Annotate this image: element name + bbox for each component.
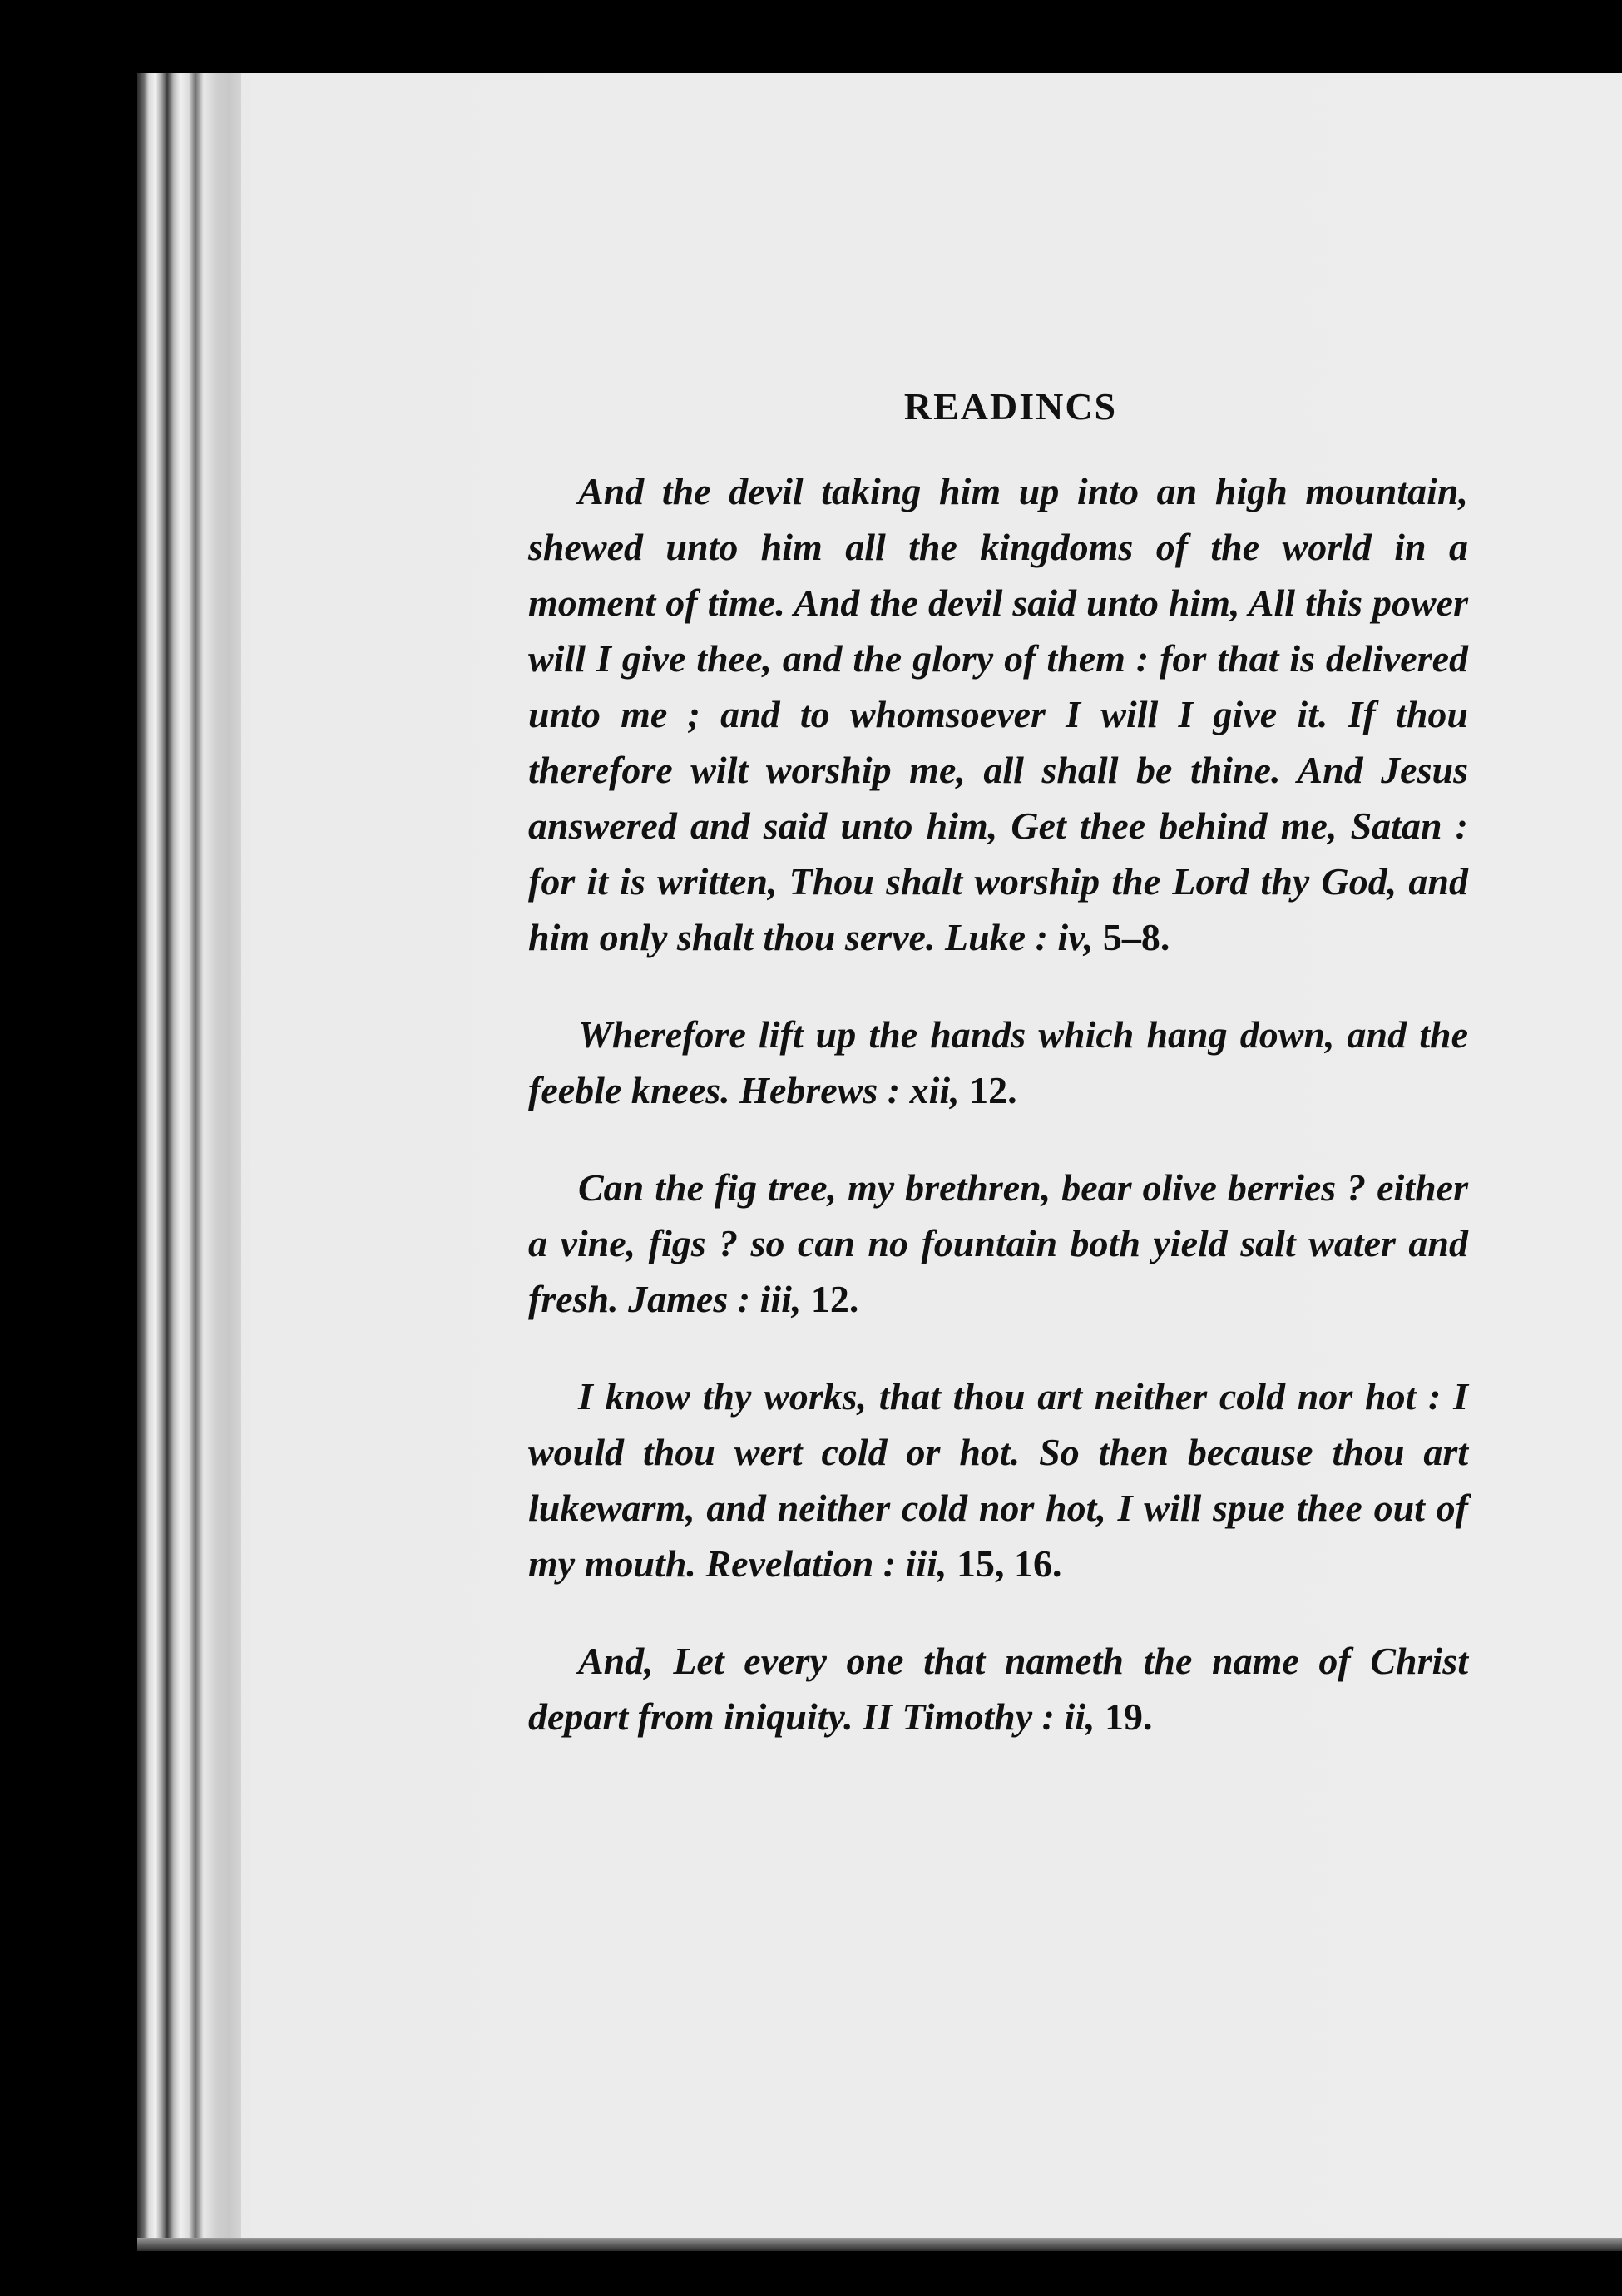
passage-text: Can the fig tree, my brethren, bear olive berries ? either a vine, figs ? so can no fountain both yield salt water and fresh. James : iii, <box>528 1166 1468 1320</box>
passage-reference-numbers: 15, 16. <box>947 1542 1062 1585</box>
passage-hebrews <box>528 1007 1468 1118</box>
page-content <box>528 384 1468 1786</box>
passage-revelation <box>528 1368 1468 1591</box>
passage-james <box>528 1160 1468 1327</box>
passage-text: And the devil taking him up into an high mountain, shewed unto him all the kingdoms of the world in a moment of time. And the devil said unto him, All this power will I give thee, and the glory of them : for that is delivered unto me ; and to whomsoever I will I give it. If thou therefore wilt worship me, all shall be thine. And Jesus answered and said unto him, Get thee behind me, Satan : for it is written, Thou shalt worship the Lord thy God, and him only shalt thou serve. Luke : iv, <box>528 470 1468 958</box>
passage-text: I know thy works, that thou art neither cold nor hot : I would thou wert cold or hot. So then because thou art lukewarm, and neither cold nor hot, I will spue thee out of my mouth. Revelation : iii, <box>528 1375 1468 1585</box>
passage-text: Wherefore lift up the hands which hang down, and the feeble knees. Hebrews : xii, <box>528 1013 1468 1111</box>
passage-timothy <box>528 1633 1468 1744</box>
passage-reference-numbers: 5–8. <box>1093 916 1170 958</box>
passage-reference-numbers: 12. <box>959 1069 1017 1111</box>
passage-text: And, Let every one that nameth the name of Christ depart from iniquity. II Timothy : ii, <box>528 1640 1468 1738</box>
passage-reference-numbers: 12. <box>801 1278 859 1320</box>
page-heading: READINCS <box>903 385 1118 428</box>
book-spine <box>137 73 241 2246</box>
page-bottom-edge <box>137 2238 1622 2251</box>
passage-reference-numbers: 19. <box>1095 1695 1153 1738</box>
passage-luke <box>528 463 1468 965</box>
